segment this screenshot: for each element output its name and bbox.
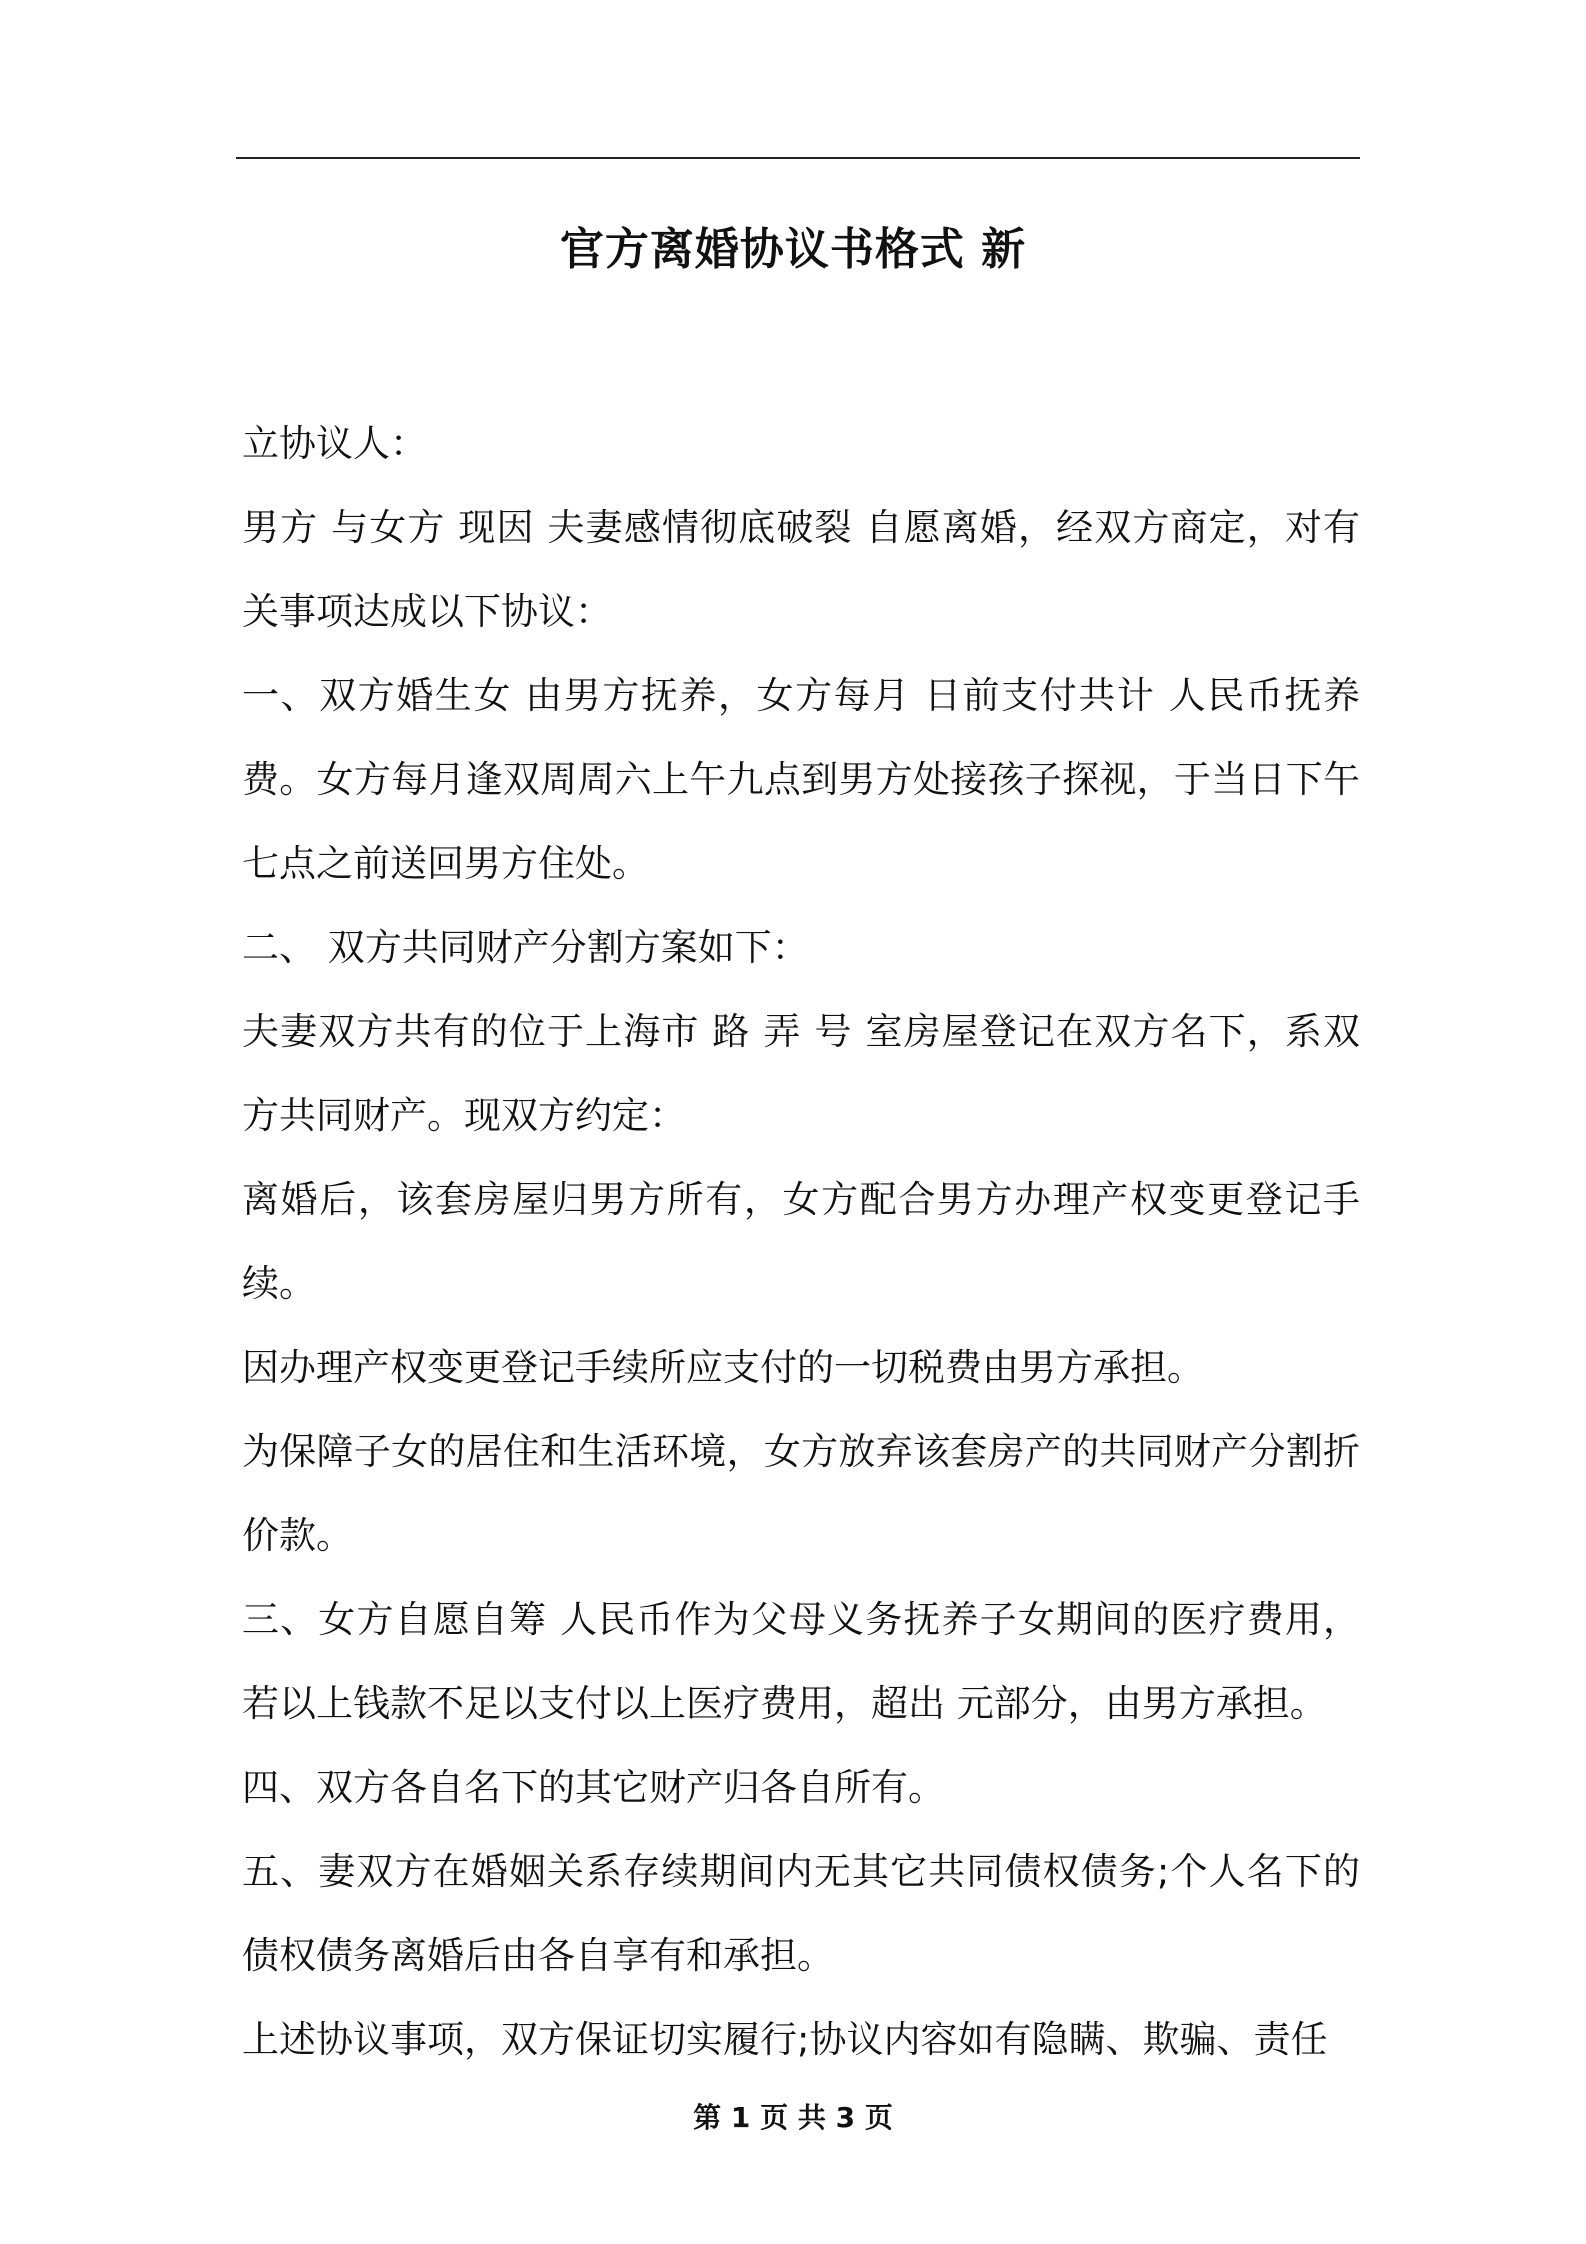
paragraph-property-waiver: 为保障子女的居住和生活环境，女方放弃该套房产的共同财产分割折价款。 [242,1430,1360,1557]
document-body [242,402,1360,2082]
paragraph-clause-2: 二、 双方共同财产分割方案如下： [242,926,809,969]
paragraph-closing: 上述协议事项，双方保证切实履行;协议内容如有隐瞒、欺骗、责任 [242,2018,1328,2061]
paragraph-clause-4: 四、双方各自名下的其它财产归各自所有。 [242,1766,945,1809]
document-title: 官方离婚协议书格式 新 [559,224,1027,275]
paragraph-clause-1: 一、双方婚生女 由男方抚养，女方每月 日前支付共计 人民币抚养费。女方每月逢双周周六上午九点到男方处接孩子探视，于当日下午七点之前送回男方住处。 [242,674,1360,885]
paragraph-property: 夫妻双方共有的位于上海市 路 弄 号 室房屋登记在双方名下，系双方共同财产。现双方约定： [242,1010,1360,1137]
paragraph-parties: 立协议人： [242,422,427,465]
paragraph-clause-5: 五、妻双方在婚姻关系存续期间内无其它共同债权债务;个人名下的债权债务离婚后由各自享有和承担。 [242,1850,1360,1977]
paragraph-property-ownership: 离婚后，该套房屋归男方所有，女方配合男方办理产权变更登记手续。 [242,1178,1360,1305]
page-number: 第 1 页 共 3 页 [693,2101,893,2134]
paragraph-property-tax: 因办理产权变更登记手续所应支付的一切税费由男方承担。 [242,1346,1204,1389]
paragraph-intro: 男方 与女方 现因 夫妻感情彻底破裂 自愿离婚，经双方商定，对有关事项达成以下协议： [242,506,1360,633]
paragraph-clause-3: 三、女方自愿自筹 人民币作为父母义务抚养子女期间的医疗费用，若以上钱款不足以支付以上医疗费用，超出 元部分，由男方承担。 [242,1598,1360,1725]
header-rule [236,157,1360,159]
